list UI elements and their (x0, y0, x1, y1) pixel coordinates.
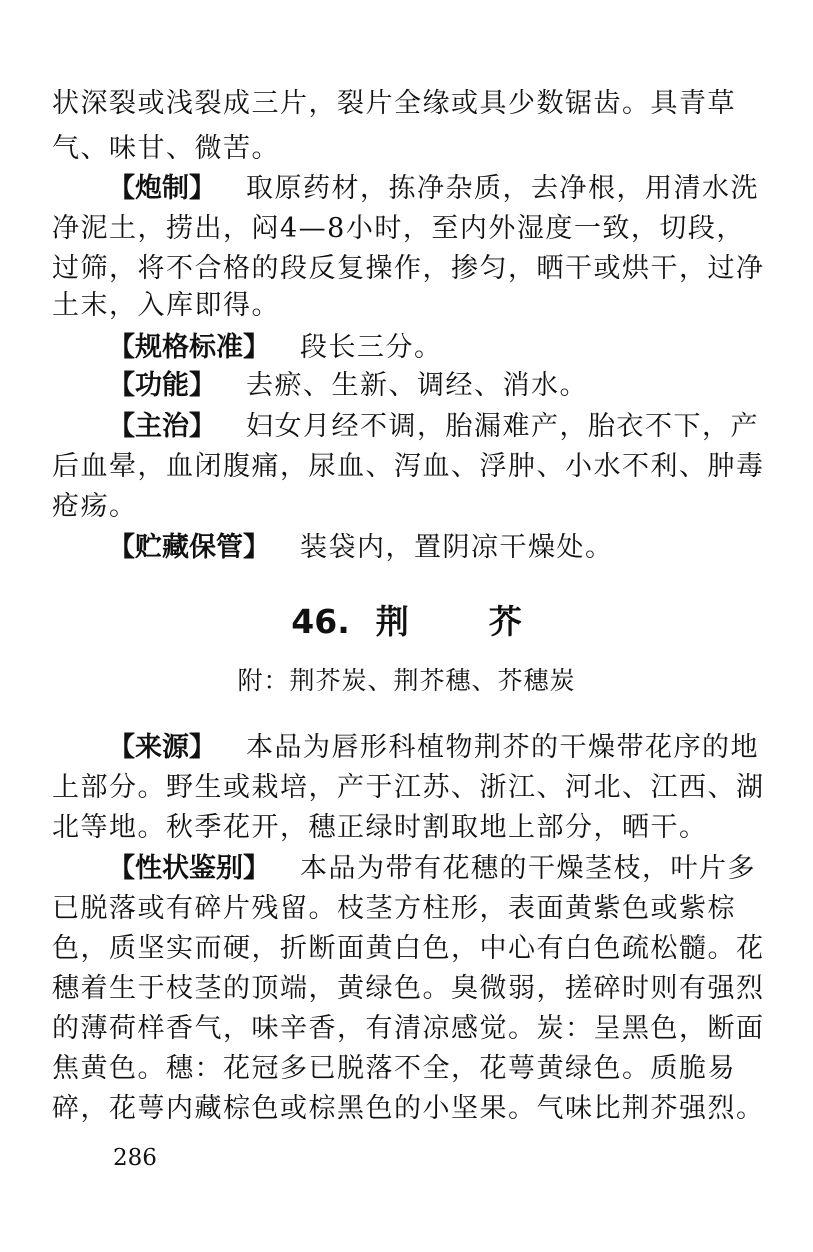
text-line: 后血晕，血闭腹痛，尿血、泻血、浮肿、小水不利、肿毒 (52, 451, 765, 482)
function-paragraph (108, 368, 588, 404)
text-line: 土末，入库即得。 (52, 290, 280, 321)
entry-title (0, 600, 813, 644)
text-line: 焦黄色。穗：花冠多已脱落不全，花萼黄绿色。质脆易 (52, 1053, 736, 1084)
indication-paragraph (108, 409, 759, 445)
text-line: 取原药材，拣净杂质，去净根，用清水洗 (246, 173, 759, 204)
text-line: 疮疡。 (52, 491, 138, 522)
page-number: 286 (113, 1145, 157, 1171)
identification-paragraph (108, 851, 756, 887)
entry-title-char: 芥 (488, 602, 522, 641)
text-line: 穗着生于枝茎的顶端，黄绿色。臭微弱，搓碎时则有强烈 (52, 973, 765, 1004)
entry-number: 46. (291, 602, 350, 641)
text-line: 妇女月经不调，胎漏难产，胎衣不下，产 (246, 411, 759, 442)
text-line: 的薄荷样香气，味辛香，有清凉感觉。炭：呈黑色，断面 (52, 1013, 765, 1044)
source-paragraph (108, 730, 759, 766)
text-line: 本品为唇形科植物荆芥的干燥带花序的地 (246, 732, 759, 763)
entry-title-char: 荆 (375, 602, 409, 641)
text-line: 过筛，将不合格的段反复操作，掺匀，晒干或烘干，过净 (52, 253, 765, 284)
section-label-identification: 【性状鉴别】 (108, 853, 270, 884)
section-label-indication: 【主治】 (108, 411, 216, 442)
text-line: 本品为带有花穗的干燥茎枝，叶片多 (300, 853, 756, 884)
section-label-function: 【功能】 (108, 370, 216, 401)
text-line: 色，质坚实而硬，折断面黄白色，中心有白色疏松髓。花 (52, 933, 765, 964)
text-line: 净泥土，捞出，闷4—8小时，至内外湿度一致，切段， (52, 213, 745, 244)
text-line: 碎，花萼内藏棕色或棕黑色的小坚果。气味比荆芥强烈。 (52, 1093, 765, 1124)
text-line: 上部分。野生或栽培，产于江苏、浙江、河北、江西、湖 (52, 772, 765, 803)
text-line: 段长三分。 (300, 332, 443, 363)
text-line: 去瘀、生新、调经、消水。 (246, 370, 588, 401)
text-line: 北等地。秋季花开，穗正绿时割取地上部分，晒干。 (52, 812, 708, 843)
entry-subtitle: 附：荆芥炭、荆芥穗、芥穗炭 (237, 666, 576, 695)
spec-paragraph (108, 330, 443, 366)
text-line: 装袋内，置阴凉干燥处。 (300, 532, 614, 563)
processing-paragraph (108, 171, 759, 207)
section-label-storage: 【贮藏保管】 (108, 532, 270, 563)
section-label-spec: 【规格标准】 (108, 332, 270, 363)
section-label-processing: 【炮制】 (108, 173, 216, 204)
section-label-source: 【来源】 (108, 732, 216, 763)
storage-paragraph (108, 530, 614, 566)
text-line: 状深裂或浅裂成三片，裂片全缘或具少数锯齿。具青草 (52, 88, 736, 119)
text-line: 气、味甘、微苦。 (52, 133, 280, 164)
text-line: 已脱落或有碎片残留。枝茎方柱形，表面黄紫色或紫棕 (52, 893, 736, 924)
